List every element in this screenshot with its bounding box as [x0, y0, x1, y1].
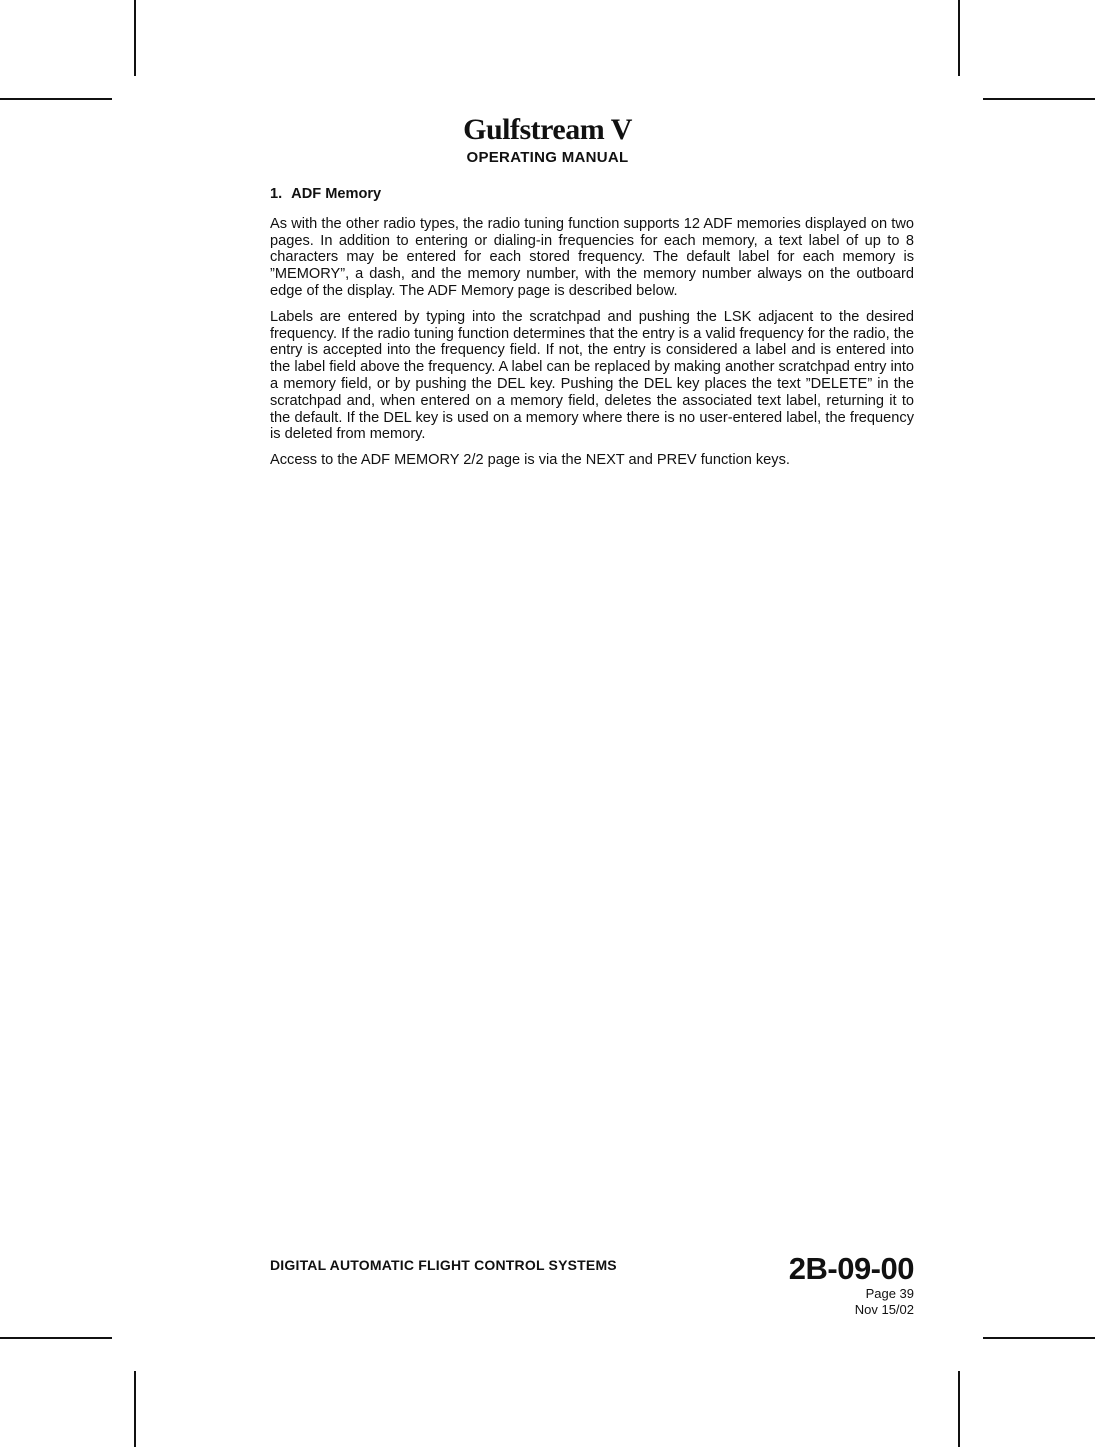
page-info	[789, 1252, 914, 1318]
crop-mark	[958, 1371, 960, 1447]
crop-mark	[958, 0, 960, 76]
manual-subtitle: OPERATING MANUAL	[466, 149, 629, 166]
crop-mark	[134, 1371, 136, 1447]
document-number: 2B-09-00	[788, 1251, 914, 1286]
crop-mark	[134, 0, 136, 76]
brand-logo: Gulfstream V	[463, 113, 632, 146]
chapter-title: DIGITAL AUTOMATIC FLIGHT CONTROL SYSTEMS	[270, 1257, 617, 1273]
section-heading	[270, 186, 914, 203]
crop-mark	[983, 1337, 1095, 1339]
crop-mark	[983, 98, 1095, 100]
paragraph: Access to the ADF MEMORY 2/2 page is via the NEXT and PREV function keys.	[270, 452, 790, 469]
page-number: Page 39	[865, 1286, 914, 1301]
section-number: 1.	[270, 186, 283, 202]
crop-mark	[0, 1337, 112, 1339]
section-title: ADF Memory	[291, 186, 382, 202]
revision-date: Nov 15/02	[854, 1302, 914, 1317]
crop-mark	[0, 98, 112, 100]
paragraph: Labels are entered by typing into the scratchpad and pushing the LSK adjacent to the desired frequency. If the radio tuning function determines that the entry is a valid frequency for the radio, the entry is accepted into the frequency field. If not, the entry is considered a label and is entered into the label field above the frequency. A label can be replaced by making another scratchpad entry into a memory field, or by pushing the DEL key. Pushing the DEL key places the text ”DELETE” in the scratchpad and, when entered on a memory field, deletes the associated text label, returning it to the default. If the DEL key is used on a memory where there is no user‑entered label, the frequency is deleted from memory.	[270, 308, 914, 443]
document-body	[270, 186, 914, 478]
paragraph: As with the other radio types, the radio tuning function supports 12 ADF memories displayed on two pages. In addition to entering or dialing‑in frequencies for each memory, a text label of up to 8 characters may be entered for each stored frequency. The default label for each memory is ”MEMORY”, a dash, and the memory number, with the memory number always on the outboard edge of the display. The ADF Memory page is described below.	[270, 215, 914, 299]
